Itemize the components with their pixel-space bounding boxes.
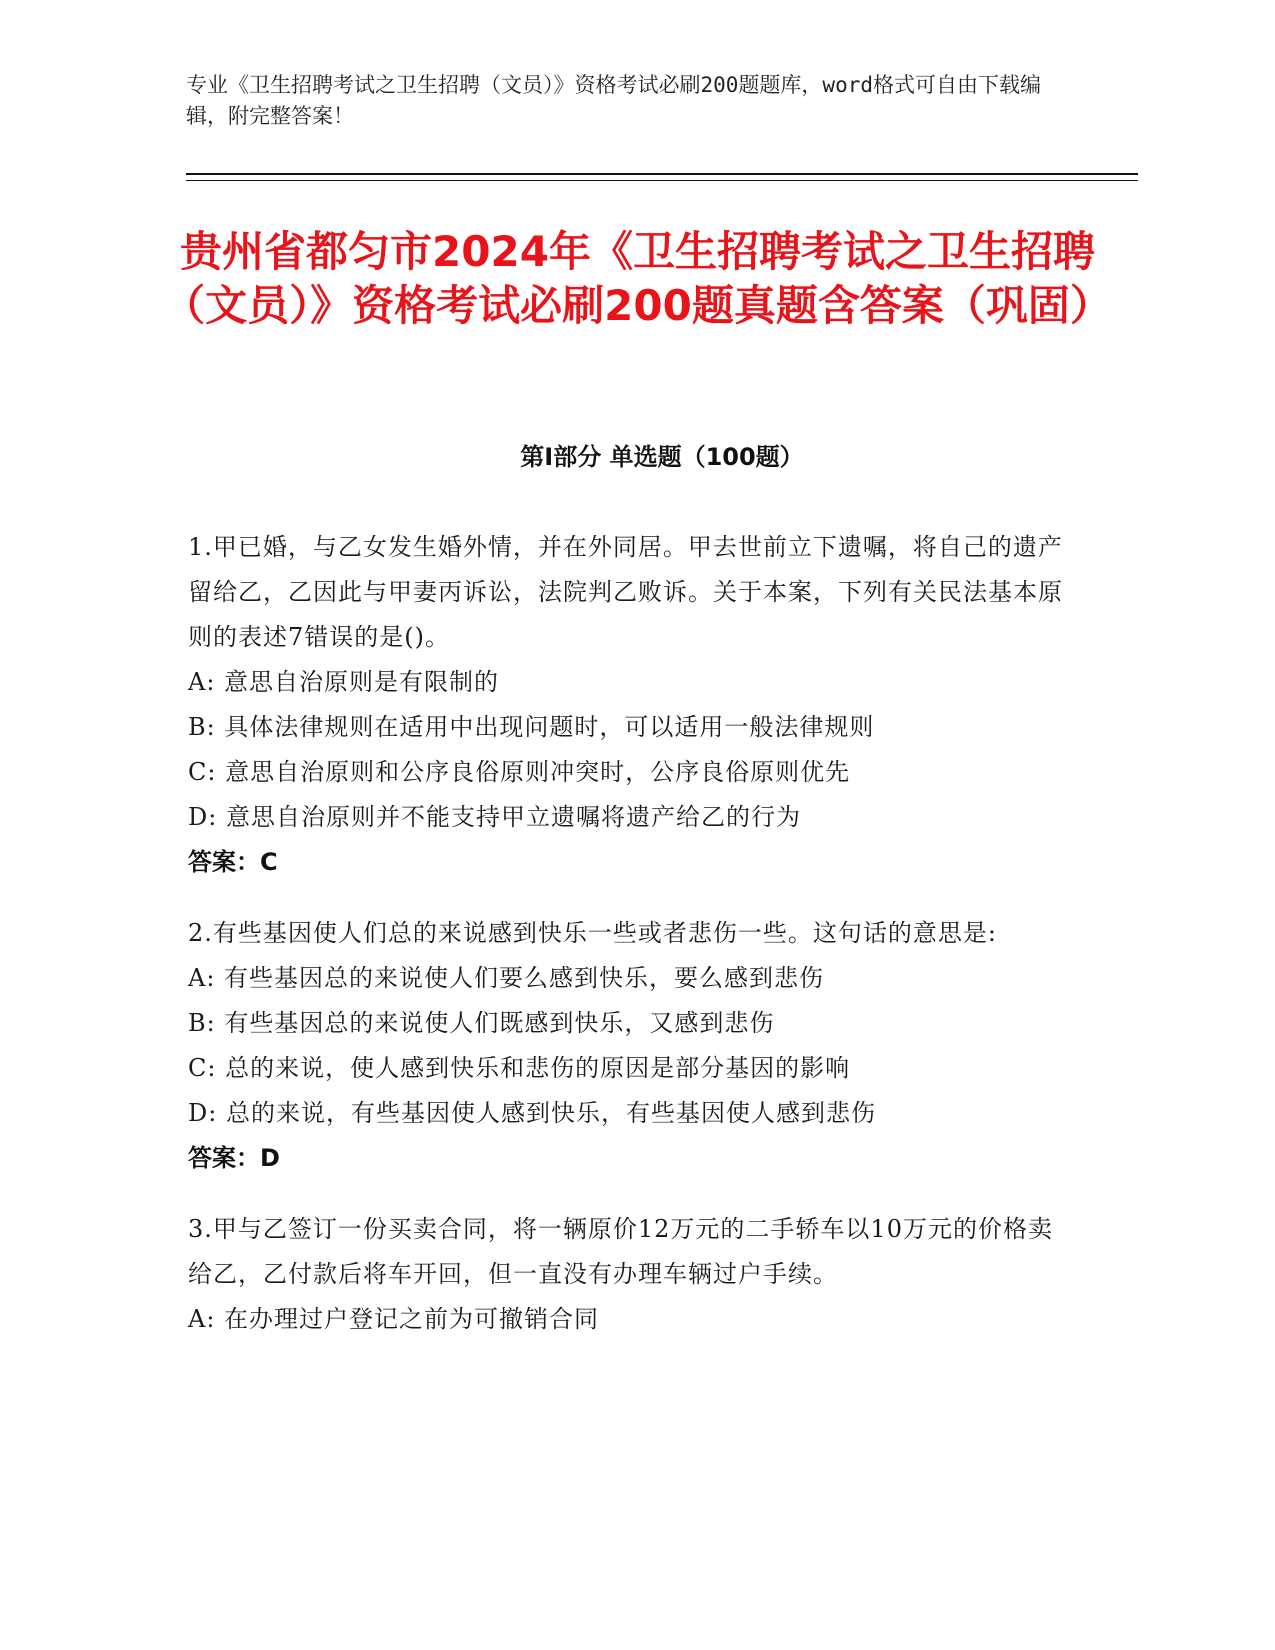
option-a: A: 在办理过户登记之前为可撤销合同 <box>188 1305 600 1333</box>
question-list <box>188 525 1068 1368</box>
question-stem: 2.有些基因使人们总的来说感到快乐一些或者悲伤一些。这句话的意思是: <box>188 919 997 947</box>
header-note: 专业《卫生招聘考试之卫生招聘（文员）》资格考试必刷200题题库，word格式可自由下载编辑，附完整答案！ <box>186 73 1041 128</box>
question-stem: 1.甲已婚，与乙女发生婚外情，并在外同居。甲去世前立下遗嘱，将自己的遗产留给乙，乙因此与甲妻丙诉讼，法院判乙败诉。关于本案，下列有关民法基本原则的表述7错误的是()。 <box>188 533 1063 651</box>
option-c: C: 总的来说，使人感到快乐和悲伤的原因是部分基因的影响 <box>188 1054 851 1082</box>
option-d: D: 总的来说，有些基因使人感到快乐，有些基因使人感到悲伤 <box>188 1099 876 1127</box>
section-heading: 第Ⅰ部分 单选题（100题） <box>520 443 804 471</box>
option-a: A: 意思自治原则是有限制的 <box>188 668 500 696</box>
option-b: B: 具体法律规则在适用中出现问题时，可以适用一般法律规则 <box>188 713 875 741</box>
question-1 <box>188 525 1068 885</box>
option-b: B: 有些基因总的来说使人们既感到快乐，又感到悲伤 <box>188 1009 775 1037</box>
answer-line: 答案：D <box>188 1144 280 1172</box>
option-a: A: 有些基因总的来说使人们要么感到快乐，要么感到悲伤 <box>188 964 825 992</box>
option-c: C: 意思自治原则和公序良俗原则冲突时，公序良俗原则优先 <box>188 758 851 786</box>
answer-line: 答案：C <box>188 848 278 876</box>
option-d: D: 意思自治原则并不能支持甲立遗嘱将遗产给乙的行为 <box>188 803 801 831</box>
question-stem: 3.甲与乙签订一份买卖合同，将一辆原价12万元的二手轿车以10万元的价格卖给乙，乙付款后将车开回，但一直没有办理车辆过户手续。 <box>188 1215 1053 1288</box>
question-3 <box>188 1207 1068 1342</box>
question-2 <box>188 911 1068 1181</box>
document-title: 贵州省都匀市2024年《卫生招聘考试之卫生招聘（文员）》资格考试必刷200题真题含答案（巩固） <box>163 227 1112 330</box>
header-divider-thin <box>186 180 1138 181</box>
header-divider-thick <box>186 173 1138 175</box>
